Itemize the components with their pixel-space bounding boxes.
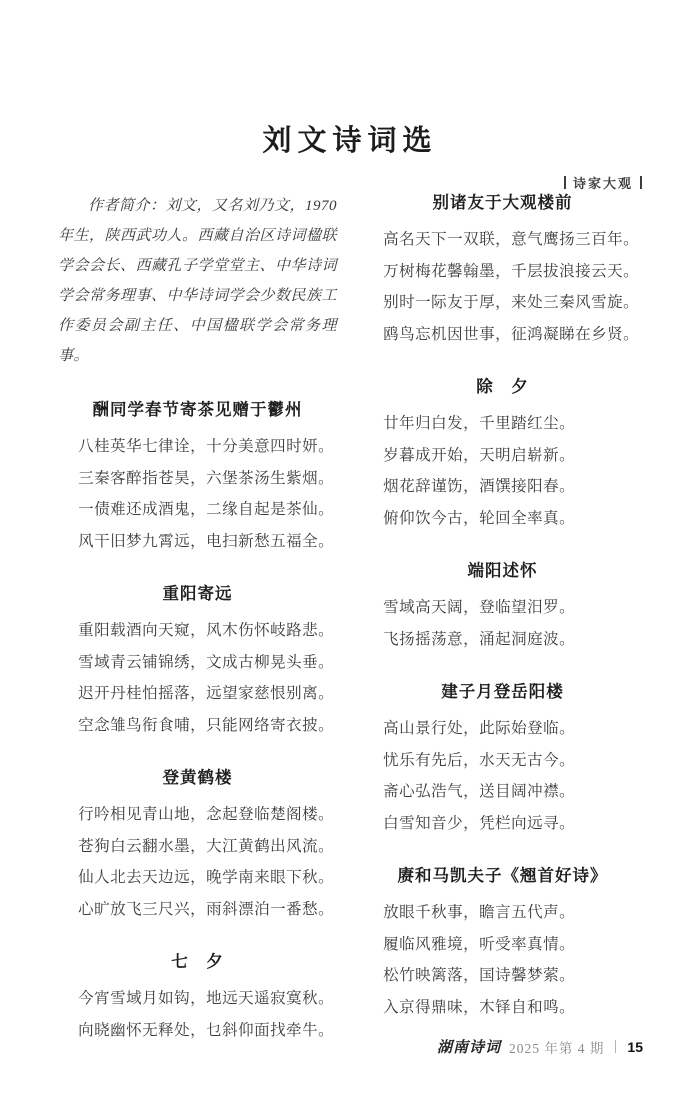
poem-title: 七 夕 — [171, 952, 224, 971]
poem-line: 俯仰饮今古，轮回全率真。 — [383, 509, 576, 527]
poem-line: 白雪知音少，凭栏向远寻。 — [383, 814, 576, 832]
poem-line: 别时一际友于厚，来处三秦风雪旋。 — [383, 294, 640, 311]
poem-line: 放眼千秋事，瞻言五代声。 — [383, 904, 576, 921]
poem-line: 一债难还成酒鬼，二缘自起是茶仙。 — [78, 501, 335, 518]
page-number: 15 — [627, 1038, 643, 1055]
page-footer — [437, 1036, 643, 1057]
poem-line: 高名天下一双联，意气鹰扬三百年。 — [383, 231, 640, 248]
section-label-left-bar-icon — [564, 176, 566, 189]
poem-line: 斋心弘浩气，送目阔冲襟。 — [383, 783, 576, 800]
author-intro: 作者简介：刘文，又名刘乃文，1970 年生，陕西武功人。西藏自治区诗词楹联学会会长、西藏孔子学堂堂主、中华诗词学会常务理事、中华诗词学会少数民族工作委员会副主任、中国楹联学会常务理事。 — [58, 198, 338, 364]
footer-divider — [615, 1040, 616, 1053]
poem-line: 雪域青云铺锦绣，文成古柳晃头垂。 — [78, 653, 335, 671]
poem-line: 飞扬摇荡意，涌起洞庭波。 — [383, 630, 576, 648]
poem-title: 端阳述怀 — [467, 561, 538, 580]
poem — [363, 375, 642, 534]
poem — [363, 680, 642, 839]
poem-line: 万树梅花馨翰墨，千层拔浪接云天。 — [383, 262, 640, 280]
page-title: 刘文诗词选 — [262, 125, 438, 157]
poem-title: 赓和马凯夫子《翘首好诗》 — [397, 866, 608, 885]
poem — [363, 864, 642, 1023]
section-label-text: 诗家大观 — [572, 176, 633, 191]
left-column-poems — [58, 398, 337, 1046]
poem-line: 仙人北去天边远，晚学南来眼下秋。 — [78, 869, 335, 886]
poem-line: 忧乐有先后，水天无古今。 — [383, 751, 576, 769]
poem — [363, 559, 642, 655]
poem-title: 酬同学春节寄茶见赠于鬱州 — [92, 400, 303, 419]
poem — [58, 398, 337, 557]
poem-line: 心旷放飞三尺兴，雨斜漂泊一番愁。 — [78, 900, 335, 918]
poem-line: 向晓幽怀无释处，乜斜仰面找牵牛。 — [78, 1021, 335, 1039]
section-label-right-bar-icon — [640, 176, 642, 189]
poem-line: 履临风雅境，听受率真情。 — [383, 935, 576, 953]
poem-title: 重阳寄远 — [162, 584, 233, 603]
content-columns — [0, 191, 700, 1071]
poem-line: 迟开丹桂怕摇落，远望家慈恨别离。 — [78, 685, 335, 702]
magazine-page — [0, 118, 700, 1107]
poem-line: 风干旧梦九霄远，电扫新愁五福全。 — [78, 532, 335, 550]
poem-line: 廿年归白发，千里踏红尘。 — [383, 415, 576, 432]
poem — [58, 582, 337, 741]
poem-line: 松竹映篱落，国诗馨梦萦。 — [383, 967, 576, 984]
poem — [363, 191, 642, 350]
poem — [58, 766, 337, 925]
poem-title: 除 夕 — [476, 377, 529, 396]
poem-line: 八桂英华七律诠，十分美意四时妍。 — [78, 438, 335, 455]
poem-line: 岁暮成开始，天明启崭新。 — [383, 446, 576, 464]
poem-line: 今宵雪域月如钩，地远天遥寂寞秋。 — [78, 990, 335, 1007]
poem-line: 苍狗白云翻水墨，大江黄鹤出风流。 — [78, 837, 335, 855]
journal-name: 湖南诗词 — [437, 1040, 502, 1056]
poem-line: 入京得鼎味，木铎自和鸣。 — [383, 998, 576, 1016]
right-column-poems — [363, 191, 642, 1023]
poem — [58, 950, 337, 1046]
poem-title: 建子月登岳阳楼 — [441, 682, 564, 701]
left-column — [58, 191, 337, 1071]
issue-label: 2025 年第 4 期 — [509, 1040, 605, 1056]
poem-title: 登黄鹤楼 — [162, 768, 233, 787]
poem-line: 三秦客醉指苍昊，六堡茶汤生紫烟。 — [78, 469, 335, 487]
poem-line: 重阳载酒向天窥，风木伤怀岐路悲。 — [78, 622, 335, 639]
poem-line: 高山景行处，此际始登临。 — [383, 720, 576, 737]
poem-line: 空念雏鸟衔食哺，只能网络寄衣披。 — [78, 716, 335, 734]
section-label — [564, 173, 642, 192]
poem-line: 烟花辞谨饬，酒馔接阳春。 — [383, 478, 576, 495]
right-column — [363, 191, 642, 1071]
poem-line: 鸥鸟忘机因世事，征鸿凝睇在乡贤。 — [383, 325, 640, 343]
poem-title: 别诸友于大观楼前 — [432, 193, 573, 212]
poem-line: 行吟相见青山地，念起登临楚阁楼。 — [78, 806, 335, 823]
poem-line: 雪域高天阔，登临望汨罗。 — [383, 599, 576, 616]
